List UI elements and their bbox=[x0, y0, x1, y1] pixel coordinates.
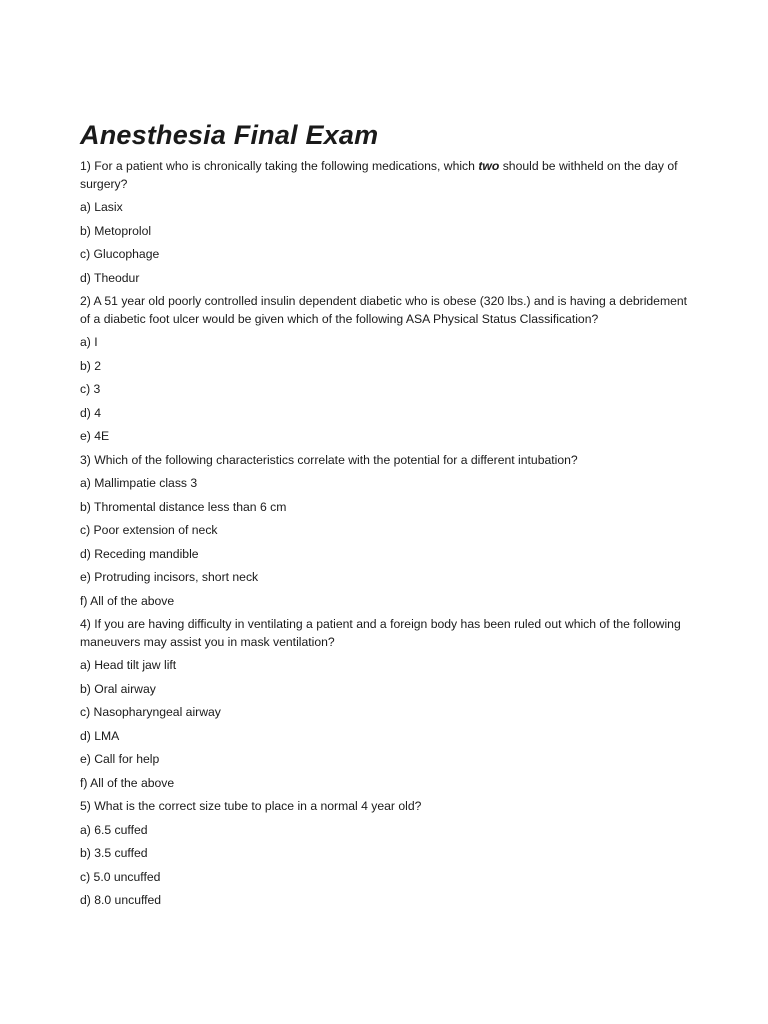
question-3-option-a: a) Mallimpatie class 3 bbox=[80, 476, 198, 490]
question-5-option-d: d) 8.0 uncuffed bbox=[80, 893, 162, 907]
question-3-option-d: d) Receding mandible bbox=[80, 546, 199, 561]
question-4-option-e: e) Call for help bbox=[80, 752, 160, 766]
question-4-option-d: d) LMA bbox=[80, 728, 120, 743]
question-1-emphasis: two bbox=[478, 159, 500, 173]
question-2-option-b: b) 2 bbox=[80, 358, 102, 373]
question-4-text: 4) If you are having difficulty in ventilating a patient and a foreign body has been ruled out which of the following maneuvers may assist you in mask ventilation? bbox=[80, 617, 681, 649]
question-3-option-b: b) Thromental distance less than 6 cm bbox=[80, 499, 287, 514]
question-1-option-d: d) Theodur bbox=[80, 270, 140, 285]
question-1-text-after: should be withheld on the day of surgery? bbox=[80, 159, 678, 191]
question-1-text bbox=[80, 158, 700, 193]
question-5-option-b: b) 3.5 cuffed bbox=[80, 846, 148, 860]
question-4-option-f: f) All of the above bbox=[80, 775, 175, 790]
question-4-option-b: b) Oral airway bbox=[80, 681, 156, 696]
question-1-option-a: a) Lasix bbox=[80, 200, 123, 214]
question-5-option-c: c) 5.0 uncuffed bbox=[80, 869, 161, 884]
question-1-option-c: c) Glucophage bbox=[80, 247, 160, 261]
question-2-text: 2) A 51 year old poorly controlled insulin dependent diabetic who is obese (320 lbs.) and is having a debridement of a diabetic foot ulcer would be given which of the following ASA Physical Status Classification? bbox=[80, 294, 688, 326]
question-3-text: 3) Which of the following characteristics correlate with the potential for a different intubation? bbox=[80, 452, 578, 467]
question-5-text: 5) What is the correct size tube to place in a normal 4 year old? bbox=[80, 799, 422, 813]
document-title: Anesthesia Final Exam bbox=[80, 120, 379, 150]
question-2-option-e: e) 4E bbox=[80, 429, 110, 443]
question-2-option-d: d) 4 bbox=[80, 405, 102, 420]
question-1-option-b: b) Metoprolol bbox=[80, 223, 152, 238]
question-3-option-c: c) Poor extension of neck bbox=[80, 523, 218, 537]
question-2-option-c: c) 3 bbox=[80, 382, 101, 396]
question-4-option-c: c) Nasopharyngeal airway bbox=[80, 705, 221, 719]
question-1-text-before: 1) For a patient who is chronically taking the following medications, which bbox=[80, 159, 479, 173]
question-3-option-f: f) All of the above bbox=[80, 593, 175, 608]
question-2-option-a: a) I bbox=[80, 335, 98, 349]
question-3-option-e: e) Protruding incisors, short neck bbox=[80, 570, 259, 584]
question-4-option-a: a) Head tilt jaw lift bbox=[80, 658, 177, 672]
question-5-option-a: a) 6.5 cuffed bbox=[80, 822, 148, 837]
exam-document bbox=[80, 118, 700, 916]
